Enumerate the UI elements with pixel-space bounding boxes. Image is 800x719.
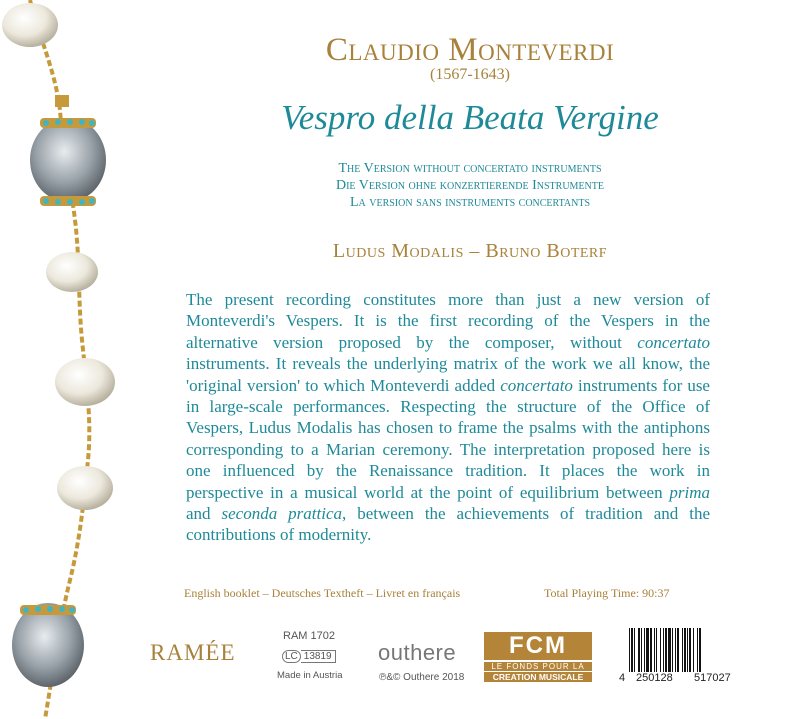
lc-number: 13819 bbox=[301, 650, 336, 663]
barcode-digits-right: 517027 bbox=[694, 672, 731, 684]
outhere-copyright: ℗&© Outhere 2018 bbox=[379, 672, 465, 683]
outhere-logo: outhere bbox=[378, 640, 457, 665]
fcm-logo bbox=[484, 632, 592, 682]
pearl-necklace-image bbox=[0, 0, 165, 719]
catalog-number: RAM 1702 bbox=[283, 630, 335, 642]
fcm-title: FCM bbox=[484, 632, 592, 660]
barcode bbox=[627, 628, 749, 672]
ramee-logo: RAMÉE bbox=[150, 640, 236, 665]
composer-dates: (1567-1643) bbox=[430, 66, 510, 83]
performers: Ludus Modalis – Bruno Boterf bbox=[332, 240, 608, 262]
label-code bbox=[282, 650, 336, 663]
version-german: Die Version ohne konzertierende Instrumente bbox=[335, 178, 604, 193]
lc-prefix: LC bbox=[282, 650, 301, 663]
description-text: The present recording constitutes more than just a new version of Monteverdi's Vespers. It is the first recording of the Vespers in the alternative version proposed by the composer, without concertato instruments. It reveals the underlying matrix of the work we all know, the 'original version' to which Monteverdi added concertato instruments for use in large-scale performances. Respecting the structure of the Office of Vespers, Ludus Modalis has chosen to frame the psalms with the antiphons corresponding to a Marian ceremony. The interpretation proposed here is one influenced by the Renaissance tradition. It places the work in perspective in a musical world at the point of equilibrium between prima and seconda prattica, between the achievements of tradition and the contributions of modernity. bbox=[186, 290, 710, 545]
fcm-line1: LE FONDS POUR LA bbox=[484, 662, 592, 671]
work-title: Vespro della Beata Vergine bbox=[281, 98, 659, 137]
version-english: The Version without concertato instruments bbox=[338, 161, 602, 176]
made-in: Made in Austria bbox=[277, 670, 343, 681]
barcode-digits-left: 250128 bbox=[636, 672, 673, 684]
barcode-digit-lead: 4 bbox=[619, 672, 626, 684]
booklet-languages: English booklet – Deutsches Textheft – Livret en français bbox=[184, 586, 461, 600]
version-french: La version sans instruments concertants bbox=[349, 195, 591, 210]
version-subtitles bbox=[190, 160, 750, 211]
total-playing-time: Total Playing Time: 90:37 bbox=[544, 586, 670, 600]
composer-name: Claudio Monteverdi bbox=[325, 32, 615, 68]
fcm-line2: CREATION MUSICALE bbox=[484, 672, 592, 682]
